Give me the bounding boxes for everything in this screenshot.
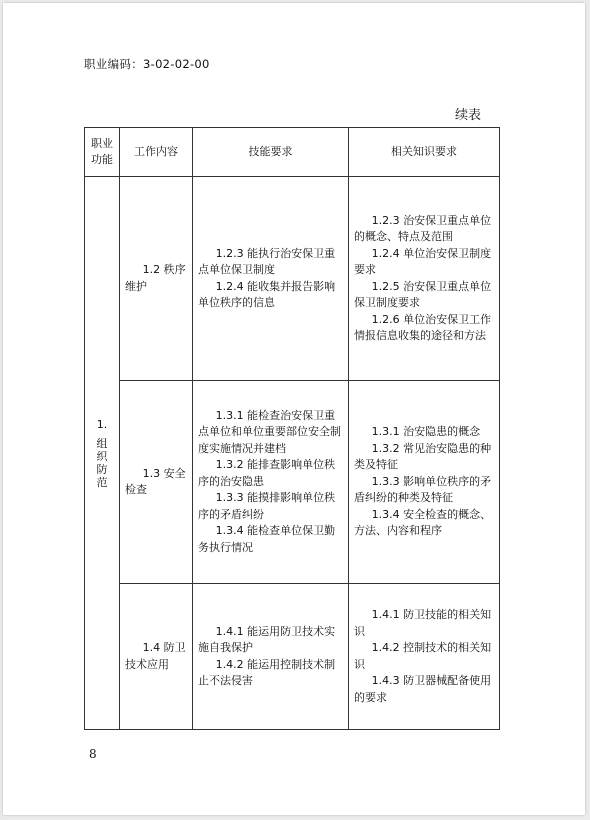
knowledge-item: 1.4.3 防卫器械配备使用的要求 [354,674,492,704]
content-text: 1.4 防卫技术应用 [125,641,186,671]
skill-item: 1.2.3 能执行治安保卫重点单位保卫制度 [198,246,336,276]
knowledge-item: 1.3.2 常见治安隐患的种类及特征 [354,441,492,472]
continued-label: 续表 [455,108,482,123]
content-text: 1.3 安全检查 [125,466,186,496]
header-knowledge [349,128,499,176]
header-content [120,128,192,176]
knowledge-item: 1.2.4 单位治安保卫制度要求 [354,246,492,276]
header-knowledge-text: 相关知识要求 [391,144,457,158]
column-divider [119,128,120,729]
knowledge-item: 1.3.3 影响单位秩序的矛盾纠纷的种类及特征 [354,474,492,505]
function-number: 1. [96,417,108,431]
knowledge-item: 1.2.6 单位治安保卫工作情报信息收集的途径和方法 [354,312,492,342]
content-cell [121,584,191,729]
column-divider [348,128,349,729]
knowledge-cell [350,177,498,380]
knowledge-item: 1.3.1 治安隐患的概念 [371,425,481,439]
header-content-text: 工作内容 [134,144,178,158]
skill-item: 1.4.1 能运用防卫技术实施自我保护 [198,624,336,654]
knowledge-cell [350,584,498,729]
occupation-code: 职业编码：3-02-02-00 [84,57,210,71]
skill-item: 1.3.1 能检查治安保卫重点单位和单位重要部位安全制度实施情况并建档 [198,408,341,455]
header-function-text: 职业功能 [91,137,113,166]
knowledge-cell [350,381,498,583]
skills-cell [194,381,347,583]
column-divider [192,128,193,729]
skill-item: 1.3.3 能摸排影响单位秩序的矛盾纠纷 [198,491,336,521]
header-function [85,128,119,176]
content-text: 1.2 秩序维护 [125,263,186,293]
knowledge-item: 1.4.2 控制技术的相关知识 [354,641,492,671]
skill-item: 1.3.2 能排查影响单位秩序的治安隐患 [198,458,336,488]
knowledge-item: 1.2.5 治安保卫重点单位保卫制度要求 [354,279,492,309]
function-name: 组织防范 [96,437,108,490]
skills-table [84,127,500,730]
skills-cell [194,177,347,380]
function-cell [85,177,119,729]
content-cell [121,177,191,380]
knowledge-item: 1.3.4 安全检查的概念、方法、内容和程序 [354,507,492,538]
header-skills [193,128,348,176]
skill-item: 1.3.4 能检查单位保卫勤务执行情况 [198,524,336,554]
page-number: 8 [89,747,97,761]
knowledge-item: 1.4.1 防卫技能的相关知识 [354,608,492,638]
skill-item: 1.4.2 能运用控制技术制止不法侵害 [198,657,336,687]
skill-item: 1.2.4 能收集并报告影响单位秩序的信息 [198,279,336,309]
skills-cell [194,584,347,729]
header-skills-text: 技能要求 [248,144,293,158]
knowledge-item: 1.2.3 治安保卫重点单位的概念、特点及范围 [354,213,492,243]
content-cell [121,381,191,583]
